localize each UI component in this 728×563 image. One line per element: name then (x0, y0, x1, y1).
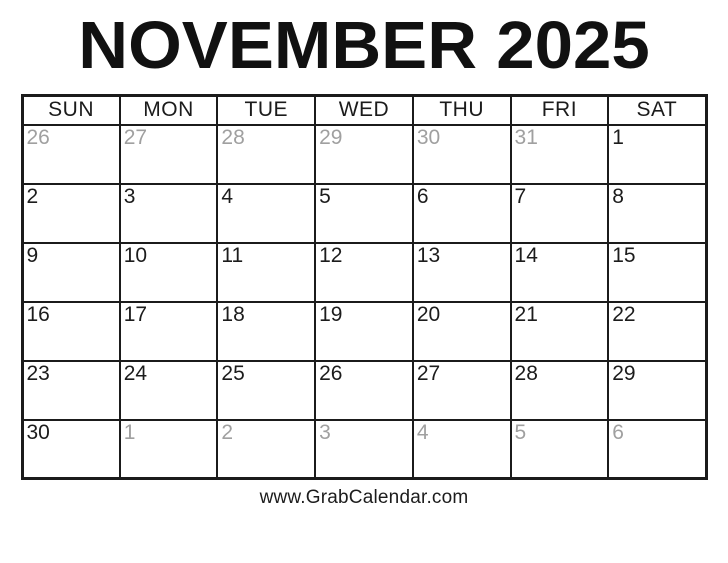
day-number: 13 (416, 243, 441, 267)
day-cell (120, 184, 218, 243)
day-number: 28 (221, 125, 245, 149)
day-cell (22, 125, 120, 184)
day-number: 22 (612, 302, 636, 326)
day-number: 11 (221, 243, 244, 267)
day-cell (413, 243, 511, 302)
day-number: 14 (514, 243, 538, 267)
day-cell (120, 302, 218, 361)
day-cell (413, 420, 511, 479)
day-number: 25 (221, 361, 245, 385)
day-cell (217, 420, 315, 479)
day-cell (217, 361, 315, 420)
day-cell (120, 243, 218, 302)
day-cell (217, 243, 315, 302)
day-cell (22, 302, 120, 361)
day-number: 29 (319, 125, 343, 149)
day-number: 4 (416, 420, 429, 444)
calendar-page (0, 8, 728, 563)
calendar-header (22, 96, 706, 125)
day-cell (315, 420, 413, 479)
day-cell (608, 243, 706, 302)
day-cell (22, 361, 120, 420)
calendar-body (22, 125, 706, 479)
day-cell (608, 420, 706, 479)
day-cell (315, 361, 413, 420)
day-number: 16 (26, 302, 50, 326)
week-row-2 (22, 184, 706, 243)
day-number: 27 (416, 361, 441, 385)
day-cell (511, 302, 609, 361)
day-number: 12 (319, 243, 343, 267)
day-number: 2 (221, 420, 234, 444)
day-number: 19 (319, 302, 343, 326)
day-number: 21 (514, 302, 538, 326)
day-cell (120, 420, 218, 479)
day-cell (511, 361, 609, 420)
day-number: 10 (123, 243, 148, 267)
weekday-header-mon: MON (120, 96, 218, 125)
day-cell (217, 125, 315, 184)
day-number: 23 (26, 361, 50, 385)
day-number: 9 (26, 243, 39, 267)
day-cell (22, 243, 120, 302)
day-cell (511, 243, 609, 302)
day-number: 8 (612, 184, 624, 208)
weekday-header-sun: SUN (22, 96, 120, 125)
day-cell (315, 302, 413, 361)
day-number: 3 (319, 420, 331, 444)
weekday-header-fri: FRI (511, 96, 609, 125)
day-cell (413, 361, 511, 420)
day-cell (413, 184, 511, 243)
day-number: 15 (612, 243, 636, 267)
day-number: 28 (514, 361, 538, 385)
weekday-header-tue: TUE (217, 96, 315, 125)
day-number: 2 (26, 184, 39, 208)
day-number: 27 (123, 125, 148, 149)
day-cell (120, 125, 218, 184)
day-cell (511, 125, 609, 184)
weekday-header-thu: THU (413, 96, 511, 125)
day-cell (315, 184, 413, 243)
day-cell (413, 125, 511, 184)
day-cell (511, 420, 609, 479)
day-cell (217, 302, 315, 361)
day-number: 6 (416, 184, 429, 208)
day-number: 20 (416, 302, 441, 326)
day-cell (608, 361, 706, 420)
page-title: NOVEMBER 2025 (78, 8, 650, 83)
day-number: 4 (221, 184, 234, 208)
day-number: 3 (123, 184, 136, 208)
day-number: 26 (319, 361, 343, 385)
day-cell (22, 420, 120, 479)
day-number: 29 (612, 361, 636, 385)
day-number: 17 (123, 302, 148, 326)
day-cell (413, 302, 511, 361)
day-cell (22, 184, 120, 243)
day-cell (511, 184, 609, 243)
day-cell (315, 125, 413, 184)
day-number: 6 (612, 420, 624, 444)
calendar-table (21, 94, 708, 480)
day-cell (608, 302, 706, 361)
weekday-header-row (22, 96, 706, 125)
weekday-header-wed: WED (315, 96, 413, 125)
day-number: 5 (319, 184, 331, 208)
day-cell (315, 243, 413, 302)
day-cell (217, 184, 315, 243)
week-row-1 (22, 125, 706, 184)
day-number: 30 (26, 420, 50, 444)
day-number: 24 (123, 361, 148, 385)
weekday-header-sat: SAT (608, 96, 706, 125)
day-cell (120, 361, 218, 420)
day-number: 1 (612, 125, 624, 149)
day-number: 1 (123, 420, 136, 444)
day-number: 31 (514, 125, 538, 149)
week-row-4 (22, 302, 706, 361)
day-cell (608, 125, 706, 184)
day-number: 26 (26, 125, 50, 149)
day-number: 30 (416, 125, 441, 149)
day-number: 5 (514, 420, 527, 444)
day-number: 7 (514, 184, 527, 208)
week-row-3 (22, 243, 706, 302)
week-row-6 (22, 420, 706, 479)
day-cell (608, 184, 706, 243)
week-row-5 (22, 361, 706, 420)
footer-url: www.GrabCalendar.com (259, 487, 469, 508)
day-number: 18 (221, 302, 245, 326)
